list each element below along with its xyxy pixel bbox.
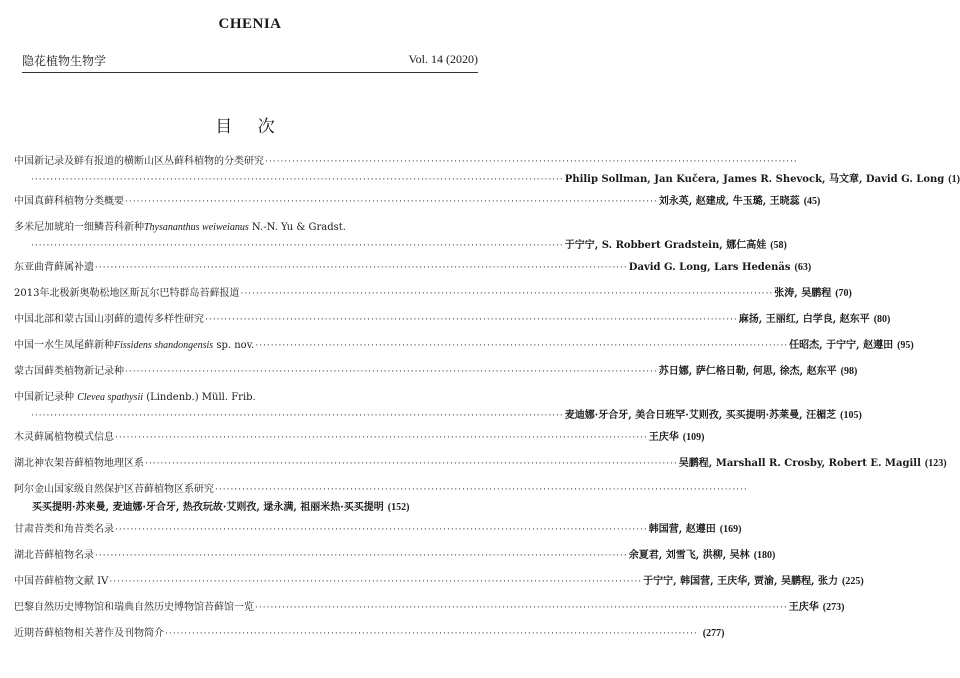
entry-title: 阿尔金山国家级自然保护区苔藓植物区系研究 — [14, 484, 214, 495]
leader-dots — [94, 550, 629, 562]
toc-entry[interactable] — [14, 314, 891, 326]
entry-title: 2013年北极新奥勒松地区斯瓦尔巴特群岛苔藓报道 — [14, 288, 240, 299]
entry-page: (63) — [794, 262, 812, 273]
entry-authors: 王庆华 — [788, 602, 819, 613]
entry-title: 近期苔藓植物相关著作及刊物简介 — [14, 628, 164, 639]
volume-label: Vol. 14 (2020) — [408, 52, 478, 66]
leader-dots — [108, 576, 643, 588]
toc-entry[interactable] — [14, 432, 705, 444]
leader-dots — [264, 156, 799, 168]
entry-title: 多米尼加琥珀一细鳞苔科新种Thysananthus weiweianus N.-N. Yu & Gradst. — [14, 222, 346, 233]
entry-authors: 麦迪娜·牙合牙, 美合日班罕·艾则孜, 买买提明·苏莱曼, 汪楣芝 — [564, 410, 837, 421]
entry-page: (225) — [841, 576, 864, 587]
entry-authors: 麻扬, 王丽红, 白学良, 赵东平 — [738, 314, 870, 325]
entry-page: (109) — [682, 432, 705, 443]
entry-page: (95) — [897, 340, 914, 351]
leader-dots — [254, 602, 789, 614]
entry-page: (152) — [387, 502, 410, 513]
leader-dots — [124, 196, 659, 208]
entry-authors: 于宁宁, S. Robbert Gradstein, 娜仁高娃 — [564, 240, 767, 251]
toc-heading: 目 次 — [215, 117, 285, 137]
leader-dots — [30, 410, 565, 422]
entry-page: (70) — [835, 288, 852, 299]
entry-title: 中国苔藓植物文献 IV — [14, 576, 109, 587]
leader-dots — [124, 366, 659, 378]
entry-title: 东亚曲背藓属补遗 — [14, 262, 94, 273]
entry-authors: 余夏君, 刘雪飞, 洪柳, 吴林 — [628, 550, 750, 561]
entry-page: (273) — [822, 602, 845, 613]
entry-authors: 于宁宁, 韩国营, 王庆华, 贾渝, 吴鹏程, 张力 — [643, 576, 838, 587]
entry-title: 中国新记录及鲜有报道的横断山区丛藓科植物的分类研究 — [14, 156, 264, 167]
toc-entry[interactable] — [14, 628, 725, 640]
entry-title: 湖北神农架苔藓植物地理区系 — [14, 458, 144, 469]
leader-dots — [114, 432, 649, 444]
journal-chinese-name: 隐花植物生物学 — [22, 54, 107, 68]
toc-entry[interactable] — [14, 550, 776, 562]
entry-page: (169) — [719, 524, 742, 535]
journal-title: CHENIA — [218, 16, 282, 32]
leader-dots — [239, 288, 774, 300]
toc-entry[interactable] — [14, 576, 864, 588]
entry-authors: 吴鹏程, Marshall R. Crosby, Robert E. Magill — [678, 458, 921, 469]
entry-authors: David G. Long, Lars Hedenäs — [628, 262, 791, 273]
toc-entry[interactable] — [14, 340, 914, 352]
running-header — [22, 52, 478, 69]
header-rule — [22, 72, 478, 73]
leader-dots — [94, 262, 629, 274]
entry-title: 中国真藓科植物分类概要 — [14, 196, 124, 207]
entry-authors: Philip Sollman, Jan Kučera, James R. Shevock, 马文章, David G. Long — [564, 174, 945, 185]
entry-authors: 买买提明·苏来曼, 麦迪娜·牙合牙, 热孜玩故·艾则孜, 逯永满, 祖丽米热·买买提明 — [32, 502, 384, 513]
entry-authors: 张涛, 吴鹏程 — [774, 288, 832, 299]
toc-entry[interactable] — [14, 524, 742, 536]
leader-dots — [30, 174, 565, 186]
entry-title: 木灵藓属植物模式信息 — [14, 432, 114, 443]
entry-title: 巴黎自然历史博物馆和瑞典自然历史博物馆苔藓馆一览 — [14, 602, 254, 613]
toc-entry[interactable] — [14, 262, 812, 274]
entry-page: (58) — [770, 240, 787, 251]
toc-entry[interactable] — [14, 288, 852, 300]
toc-entry[interactable] — [14, 602, 845, 614]
entry-page: (98) — [840, 366, 858, 377]
toc-entry[interactable] — [14, 222, 787, 252]
entry-title: 中国一水生凤尾藓新种Fissidens shandongensis sp. nov. — [14, 340, 255, 351]
leader-dots — [164, 628, 699, 640]
toc-entry[interactable] — [14, 156, 960, 186]
entry-title: 湖北苔藓植物名录 — [14, 550, 94, 561]
leader-dots — [30, 240, 565, 252]
leader-dots — [204, 314, 739, 326]
entry-page: (105) — [840, 410, 862, 421]
entry-page: (45) — [803, 196, 821, 207]
leader-dots — [254, 340, 789, 352]
entry-title: 中国新记录种 Clevea spathysii (Lindenb.) Müll. Frib. — [14, 392, 256, 403]
toc-entry[interactable] — [14, 366, 858, 378]
toc-entry[interactable] — [14, 392, 862, 422]
entry-page: (180) — [753, 550, 776, 561]
leader-dots — [114, 524, 649, 536]
toc-entry[interactable] — [14, 196, 821, 208]
entry-authors: 韩国营, 赵遵田 — [648, 524, 716, 535]
entry-title: 中国北部和蒙古国山羽藓的遗传多样性研究 — [14, 314, 204, 325]
entry-authors: 苏日娜, 萨仁格日勒, 何思, 徐杰, 赵东平 — [658, 366, 837, 377]
entry-page: (1) — [948, 174, 960, 185]
entry-page: (277) — [702, 628, 725, 639]
entry-authors: 任昭杰, 于宁宁, 赵遵田 — [789, 340, 894, 351]
entry-page: (80) — [873, 314, 891, 325]
entry-authors: 王庆华 — [648, 432, 679, 443]
entry-title: 甘肃苔类和角苔类名录 — [14, 524, 114, 535]
entry-title: 蒙古国藓类植物新记录种 — [14, 366, 124, 377]
entry-page: (123) — [924, 458, 947, 469]
leader-dots — [214, 484, 749, 496]
entry-authors: 刘永英, 赵建成, 牛玉璐, 王晓蕊 — [658, 196, 800, 207]
leader-dots — [144, 458, 679, 470]
toc-entry[interactable] — [14, 484, 484, 514]
toc-entry[interactable] — [14, 458, 947, 470]
